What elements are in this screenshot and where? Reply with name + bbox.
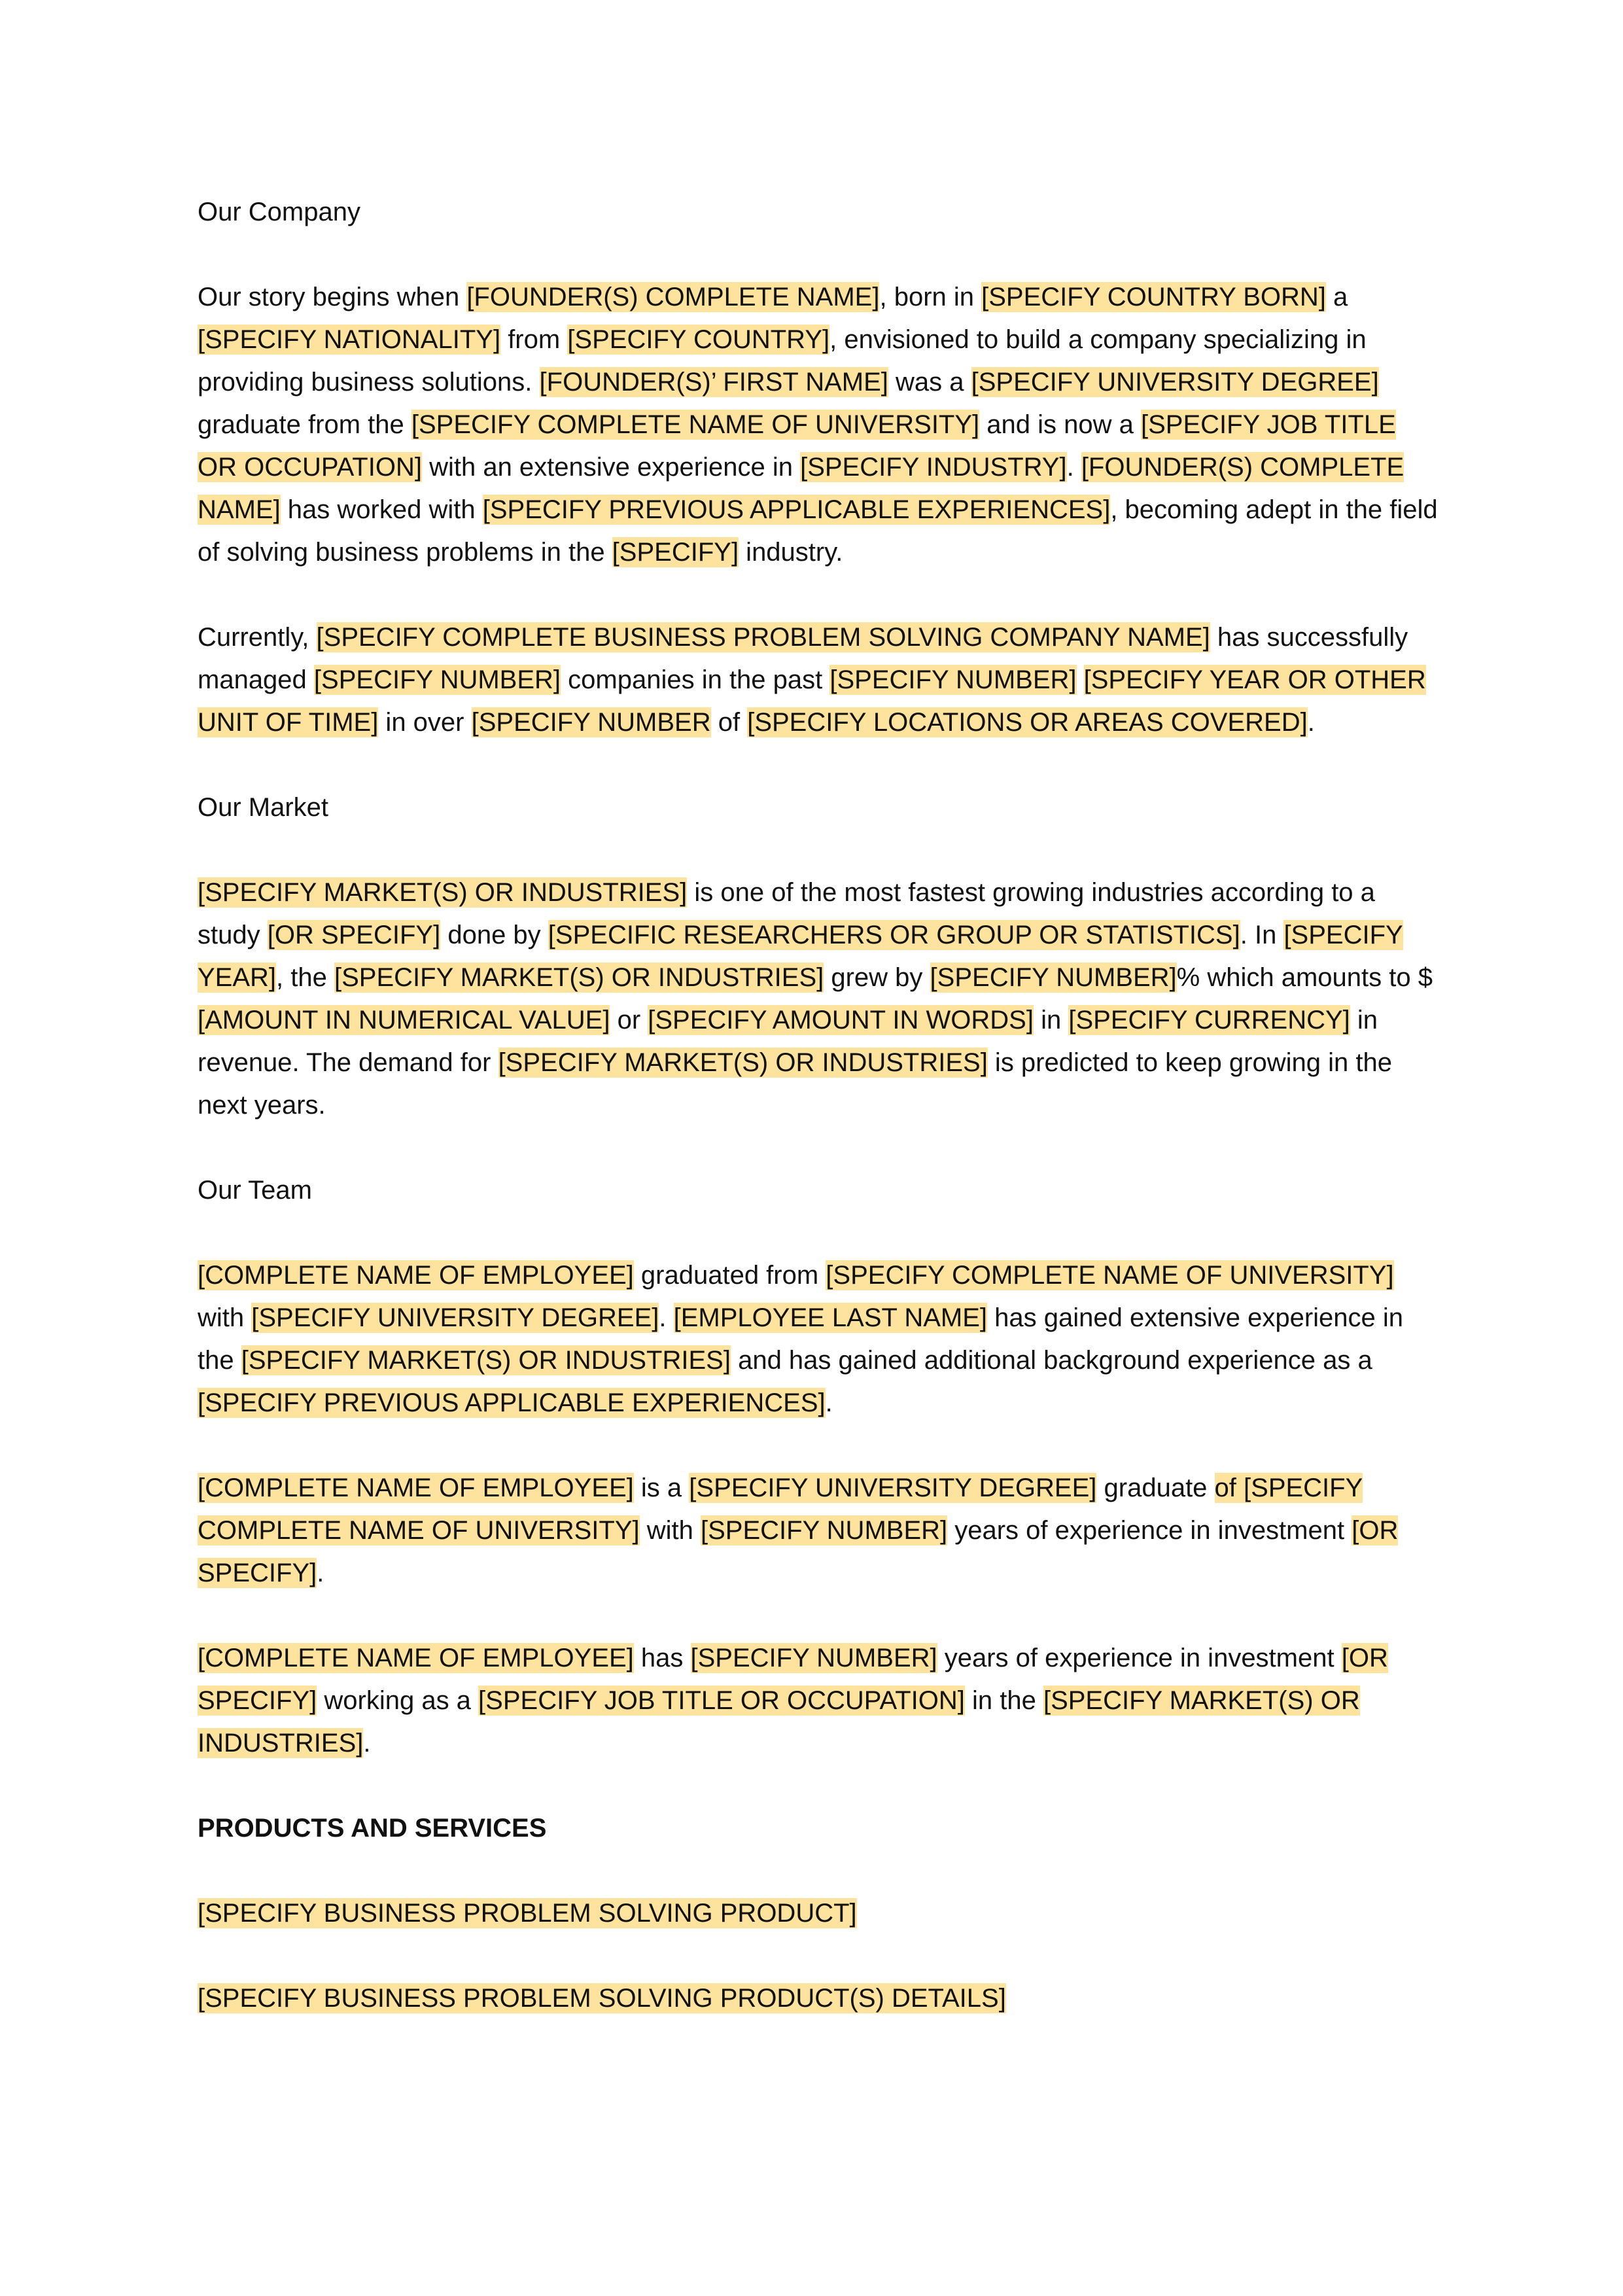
placeholder-field: [SPECIFY BUSINESS PROBLEM SOLVING PRODUCT(S) DETAILS] xyxy=(198,1984,1006,2013)
body-text: years of experience in investment xyxy=(937,1644,1342,1672)
placeholder-field: [SPECIFY NUMBER] xyxy=(930,963,1177,992)
body-text: is a xyxy=(633,1474,689,1502)
body-text: . xyxy=(825,1388,833,1417)
placeholder-field: [SPECIFY LOCATIONS OR AREAS COVERED] xyxy=(747,708,1308,737)
body-text: graduated from xyxy=(633,1261,826,1290)
section-heading-bold: PRODUCTS AND SERVICES xyxy=(198,1814,547,1843)
placeholder-field: [SPECIFY NUMBER] xyxy=(690,1644,937,1672)
paragraph xyxy=(198,1467,1440,1595)
body-text: % which amounts to $ xyxy=(1176,963,1433,992)
placeholder-field: [SPECIFY PREVIOUS APPLICABLE EXPERIENCES] xyxy=(482,495,1111,524)
body-text: industry. xyxy=(739,538,843,567)
placeholder-field: [EMPLOYEE LAST NAME] xyxy=(673,1303,988,1332)
placeholder-field: [SPECIFY MARKET(S) OR INDUSTRIES] xyxy=(498,1048,988,1077)
placeholder-field: [COMPLETE NAME OF EMPLOYEE] xyxy=(198,1261,634,1290)
body-text: in xyxy=(1033,1006,1069,1034)
paragraph xyxy=(198,1892,1440,1935)
body-text: and has gained additional background experience as a xyxy=(730,1346,1372,1375)
body-text: done by xyxy=(440,921,548,949)
body-text: in the xyxy=(964,1686,1043,1715)
placeholder-field: [SPECIFY AMOUNT IN WORDS] xyxy=(648,1006,1034,1034)
placeholder-field: [SPECIFY YEAR] xyxy=(198,921,1403,992)
body-text: graduate xyxy=(1096,1474,1215,1502)
placeholder-field: [SPECIFY BUSINESS PROBLEM SOLVING PRODUCT] xyxy=(198,1899,857,1928)
paragraph xyxy=(198,1637,1440,1765)
section-products-and-services xyxy=(198,1807,1440,2020)
body-text: has successfully managed xyxy=(198,623,1408,694)
placeholder-field: [FOUNDER(S)’ FIRST NAME] xyxy=(539,368,888,397)
placeholder-field: [SPECIFY COMPLETE NAME OF UNIVERSITY] xyxy=(826,1261,1394,1290)
body-text: . In xyxy=(1240,921,1284,949)
placeholder-field: [SPECIFY] xyxy=(612,538,739,567)
placeholder-field: [OR SPECIFY] xyxy=(198,1644,1388,1715)
placeholder-field: [SPECIFY COMPLETE NAME OF UNIVERSITY] xyxy=(411,410,980,439)
body-text: years of experience in investment xyxy=(947,1516,1352,1545)
body-text: . xyxy=(659,1303,674,1332)
placeholder-field: [FOUNDER(S) COMPLETE NAME] xyxy=(466,283,880,311)
body-text: a xyxy=(1325,283,1348,311)
paragraph xyxy=(198,1977,1440,2020)
placeholder-field: [SPECIFY PREVIOUS APPLICABLE EXPERIENCES] xyxy=(198,1388,826,1417)
body-text: , envisioned to build a company specializing in providing business solutions. xyxy=(198,325,1367,397)
body-text: grew by xyxy=(824,963,930,992)
body-text: in over xyxy=(378,708,472,737)
placeholder-field: [SPECIFY MARKET(S) OR INDUSTRIES] xyxy=(198,878,688,907)
body-text xyxy=(1077,665,1084,694)
placeholder-field: [SPECIFY UNIVERSITY DEGREE] xyxy=(971,368,1379,397)
body-text: in revenue. The demand for xyxy=(198,1006,1378,1077)
placeholder-field: [AMOUNT IN NUMERICAL VALUE] xyxy=(198,1006,610,1034)
body-text: Currently, xyxy=(198,623,317,652)
section-our-company xyxy=(198,191,1440,744)
body-text: Our story begins when xyxy=(198,283,467,311)
section-our-team xyxy=(198,1169,1440,1765)
placeholder-field: [SPECIFY MARKET(S) OR INDUSTRIES] xyxy=(241,1346,731,1375)
body-text: was a xyxy=(888,368,971,397)
section-heading: Our Market xyxy=(198,793,329,822)
placeholder-field: [FOUNDER(S) COMPLETE NAME] xyxy=(198,453,1405,524)
body-text: . xyxy=(1307,708,1315,737)
placeholder-field: [SPECIFY NUMBER xyxy=(471,708,711,737)
placeholder-field: [SPECIFY UNIVERSITY DEGREE] xyxy=(251,1303,659,1332)
body-text: , born in xyxy=(879,283,982,311)
body-text: . xyxy=(363,1729,371,1757)
body-text: and is now a xyxy=(979,410,1141,439)
body-text: companies in the past xyxy=(561,665,830,694)
body-text: graduate from the xyxy=(198,410,411,439)
body-text: with xyxy=(198,1303,252,1332)
body-text: is one of the most fastest growing industries according to a study xyxy=(198,878,1375,949)
body-text: or xyxy=(610,1006,648,1034)
body-text: . xyxy=(1066,453,1081,482)
placeholder-field: [SPECIFY COMPLETE BUSINESS PROBLEM SOLVING COMPANY NAME] xyxy=(316,623,1210,652)
placeholder-field: of [SPECIFY COMPLETE NAME OF UNIVERSITY] xyxy=(198,1474,1363,1545)
placeholder-field: [SPECIFY YEAR OR OTHER UNIT OF TIME] xyxy=(198,665,1426,737)
paragraph xyxy=(198,1254,1440,1424)
placeholder-field: [OR SPECIFY] xyxy=(267,921,441,949)
placeholder-field: [SPECIFY UNIVERSITY DEGREE] xyxy=(689,1474,1097,1502)
body-text: , becoming adept in the field of solving business problems in the xyxy=(198,495,1438,567)
placeholder-field: [SPECIFY COUNTRY] xyxy=(567,325,830,354)
placeholder-field: [SPECIFY COUNTRY BORN] xyxy=(981,283,1326,311)
body-text: has xyxy=(633,1644,691,1672)
placeholder-field: [SPECIFIC RESEARCHERS OR GROUP OR STATISTICS] xyxy=(548,921,1240,949)
placeholder-field: [SPECIFY INDUSTRY] xyxy=(800,453,1067,482)
body-text: from xyxy=(500,325,568,354)
placeholder-field: [COMPLETE NAME OF EMPLOYEE] xyxy=(198,1644,634,1672)
placeholder-field: [SPECIFY NUMBER] xyxy=(829,665,1077,694)
placeholder-field: [SPECIFY NUMBER] xyxy=(701,1516,948,1545)
body-text: of xyxy=(710,708,748,737)
section-heading: Our Team xyxy=(198,1176,312,1205)
body-text: with xyxy=(639,1516,701,1545)
body-text: , the xyxy=(276,963,334,992)
placeholder-field: [OR SPECIFY] xyxy=(198,1516,1399,1587)
paragraph xyxy=(198,872,1440,1127)
section-our-market xyxy=(198,786,1440,1127)
body-text: working as a xyxy=(317,1686,479,1715)
section-heading: Our Company xyxy=(198,198,360,226)
body-text: is predicted to keep growing in the next years. xyxy=(198,1048,1392,1120)
body-text: . xyxy=(317,1559,324,1587)
placeholder-field: [SPECIFY NUMBER] xyxy=(313,665,561,694)
placeholder-field: [SPECIFY JOB TITLE OR OCCUPATION] xyxy=(198,410,1396,482)
body-text: with an extensive experience in xyxy=(421,453,801,482)
placeholder-field: [SPECIFY NATIONALITY] xyxy=(198,325,501,354)
document-body xyxy=(198,191,1440,2062)
paragraph xyxy=(198,616,1440,744)
paragraph xyxy=(198,276,1440,574)
placeholder-field: [SPECIFY JOB TITLE OR OCCUPATION] xyxy=(478,1686,965,1715)
placeholder-field: [SPECIFY MARKET(S) OR INDUSTRIES] xyxy=(334,963,824,992)
placeholder-field: [COMPLETE NAME OF EMPLOYEE] xyxy=(198,1474,634,1502)
body-text: has gained extensive experience in the xyxy=(198,1303,1404,1375)
placeholder-field: [SPECIFY MARKET(S) OR INDUSTRIES] xyxy=(198,1686,1360,1757)
placeholder-field: [SPECIFY CURRENCY] xyxy=(1068,1006,1350,1034)
body-text: has worked with xyxy=(280,495,483,524)
